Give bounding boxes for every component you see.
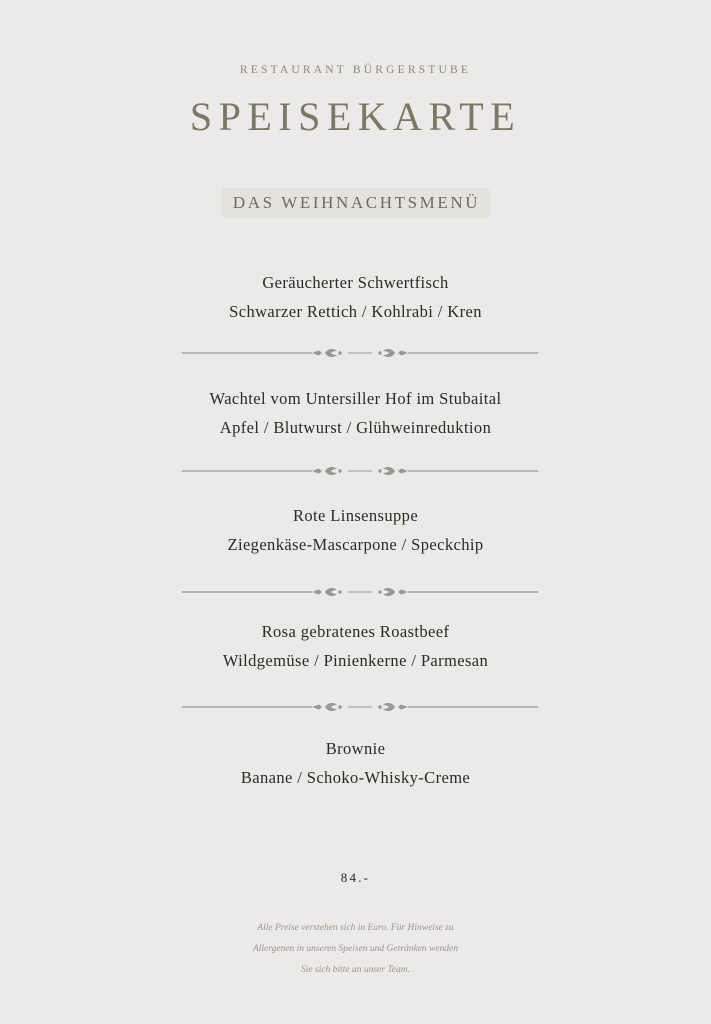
ornament-divider [182,464,538,478]
ornament-divider-icon [182,346,538,360]
menu-subtitle: DAS WEIHNACHTSMENÜ [221,188,490,218]
ornament-divider [182,346,538,360]
ornament-divider-icon [182,700,538,714]
course-sides: Wildgemüse / Pinienkerne / Parmesan [222,651,489,670]
course-name: Brownie [325,739,386,758]
note-line-1: Alle Preise verstehen sich in Euro. Für Hinweise zu [257,923,454,933]
course-sides: Ziegenkäse-Mascarpone / Speckchip [227,535,484,554]
restaurant-name: RESTAURANT BÜRGERSTUBE [239,64,472,76]
course-name: Wachtel vom Untersiller Hof im Stubaital [209,389,502,408]
course-name: Geräucherter Schwertfisch [262,273,449,292]
course-name: Rosa gebratenes Roastbeef [261,622,450,641]
course-3 [0,505,711,556]
note-line-2: Allergenen in unseren Speisen und Getränken wenden [252,944,459,954]
ornament-divider-icon [182,585,538,599]
course-sides: Apfel / Blutwurst / Glühweinreduktion [219,418,492,437]
course-sides: Schwarzer Rettich / Kohlrabi / Kren [229,302,482,321]
course-name: Rote Linsensuppe [292,506,419,525]
course-5 [0,738,711,789]
subtitle-wrap [0,188,711,218]
ornament-divider-icon [182,464,538,478]
ornament-divider [182,585,538,599]
course-2 [0,388,711,439]
menu-price: 84.- [340,870,371,885]
course-1 [0,272,711,323]
ornament-divider [182,700,538,714]
page-title: SPEISEKARTE [189,94,522,139]
note-line-3: Sie sich bitte an unser Team. [301,965,410,975]
course-4 [0,621,711,672]
course-sides: Banane / Schoko-Whisky-Creme [240,768,471,787]
allergen-note [0,918,711,981]
